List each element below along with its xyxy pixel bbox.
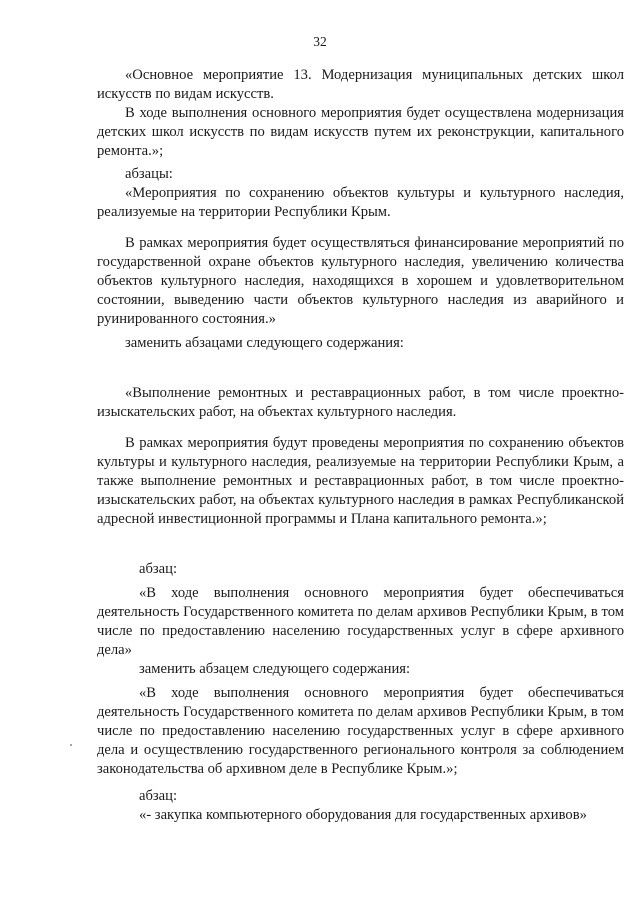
scan-dot — [70, 744, 72, 746]
page-number: 32 — [313, 34, 327, 49]
paragraph-main-event-13-title: «Основное мероприятие 13. Модернизация муниципальных детских школ искусств по видам искусств. — [97, 67, 624, 102]
label-paragraph-1: абзац: — [139, 561, 178, 577]
label-replace-with-paragraphs: заменить абзацами следующего содержания: — [125, 335, 404, 351]
label-replace-with-paragraph: заменить абзацем следующего содержания: — [139, 661, 411, 677]
paragraph-heritage-body-old: В рамках мероприятия будет осуществляться финансирование мероприятий по государственной охране объектов культурного наследия, увеличению количества объектов культурного наследия, находящихся в хорошем и удовлетворительном состоянии, выведению части объектов культурного наследия из аварийного и руинированного состояния.» — [97, 235, 624, 327]
paragraph-main-event-13-body: В ходе выполнения основного мероприятия будет осуществлена модернизация детских школ искусств по видам искусств путем их реконструкции, капитального ремонта.»; — [97, 105, 624, 159]
paragraph-archives-new: «В ходе выполнения основного мероприятия будет обеспечиваться деятельность Государственного комитета по делам архивов Республики Крым, в том числе по предоставлению населению государственных услуг в сфере архивного дела и осуществлению государственного регионального контроля за соблюдением законодательства об архивном деле в Республике Крым.»; — [97, 685, 624, 777]
paragraph-restoration-body-new: В рамках мероприятия будут проведены мероприятия по сохранению объектов культуры и культурного наследия, реализуемые на территории Республики Крым, а также выполнение ремонтных и реставрационных работ, в том числе проектно-изыскательских работ, на объектах культурного наследия в рамках Республиканской адресной инвестиционной программы и Плана капитального ремонта.»; — [97, 435, 624, 527]
label-paragraph-2: абзац: — [139, 788, 178, 804]
paragraph-heritage-title-old: «Мероприятия по сохранению объектов культуры и культурного наследия, реализуемые на территории Республики Крым. — [97, 185, 624, 220]
label-paragraphs: абзацы: — [125, 166, 173, 182]
paragraph-computer-equipment: «- закупка компьютерного оборудования для государственных архивов» — [139, 807, 587, 823]
paragraph-restoration-title-new: «Выполнение ремонтных и реставрационных работ, в том числе проектно-изыскательских работ, на объектах культурного наследия. — [97, 385, 624, 420]
paragraph-archives-old: «В ходе выполнения основного мероприятия будет обеспечиваться деятельность Государственного комитета по делам архивов Республики Крым, в том числе по предоставлению населению государственных услуг в сфере архивного дела» — [97, 585, 624, 658]
